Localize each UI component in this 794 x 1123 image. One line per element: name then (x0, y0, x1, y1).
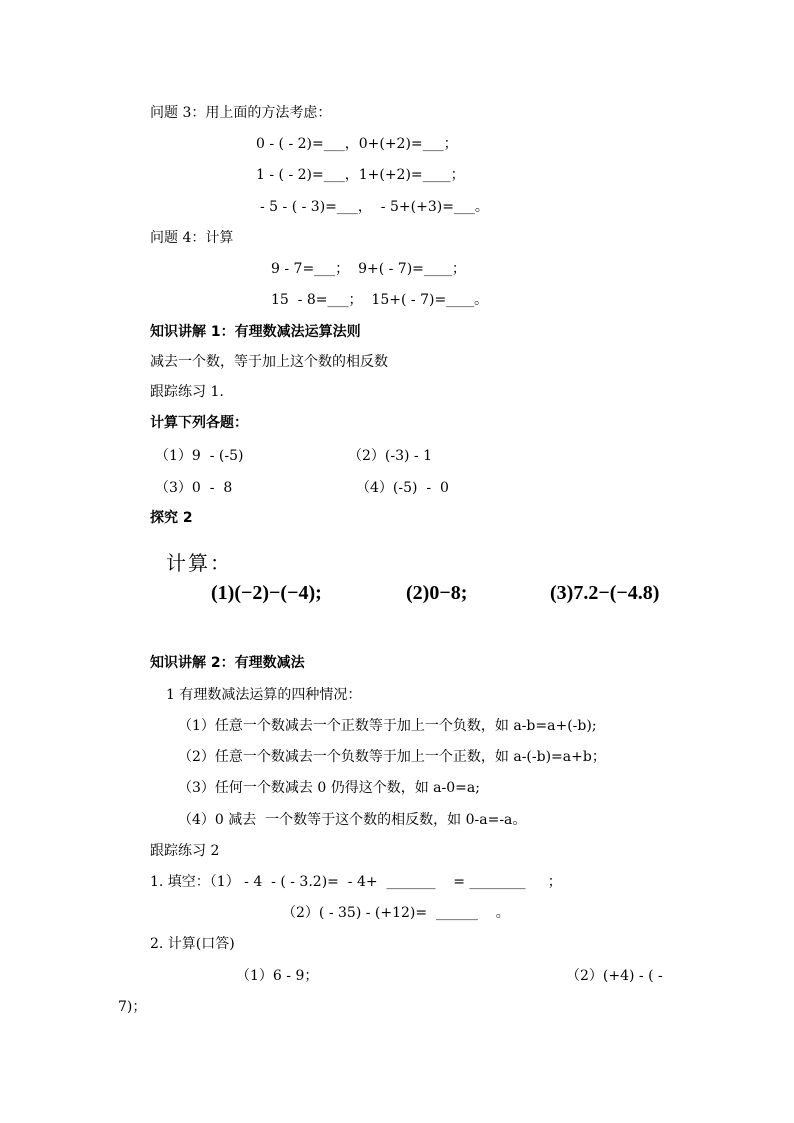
problem4-line-2: 15 - 8=___； 15+( - 7)=____。 (271, 292, 489, 308)
problem4-line-1: 9 - 7=___； 9+( - 7)=____； (271, 261, 466, 277)
explore2-expr-1: (1)(−2)−(−4); (211, 582, 322, 604)
practice2-q1-line-1: 1. 填空：（1） - 4 - ( - 3.2)= - 4+ _______ = ________ ； (150, 874, 562, 890)
practice2-q2-item-2-wrap: 7)； (118, 999, 147, 1015)
practice1-item-2: （2）(-3) - 1 (348, 448, 433, 464)
practice1-item-3: （3）0 - 8 (155, 480, 233, 496)
practice2-q2-heading: 2. 计算(口答) (150, 936, 235, 952)
explore2-expr-2: (2)0−8; (406, 582, 468, 604)
practice2-heading: 跟踪练习 2 (150, 843, 220, 859)
explore2-calc-label: 计算： (166, 551, 232, 575)
practice2-q1-line-2: （2）( - 35) - (+12)= ______ 。 (282, 905, 510, 921)
problem3-line-1: 0 - ( - 2)=___，0+(+2)=___； (256, 136, 458, 152)
problem4-heading: 问题 4：计算 (150, 230, 234, 246)
practice1-item-1: （1）9 - (-5) (155, 448, 244, 464)
practice1-heading: 跟踪练习 1. (150, 384, 224, 400)
explore2-heading: 探究 2 (150, 510, 193, 526)
knowledge1-heading: 知识讲解 1：有理数减法运算法则 (150, 324, 361, 340)
knowledge2-heading: 知识讲解 2：有理数减法 (150, 655, 305, 671)
explore2-expr-3: (3)7.2−(−4.8) (550, 582, 660, 604)
knowledge2-case-3: （3）任何一个数减去 0 仍得这个数，如 a-0=a; (178, 780, 480, 796)
problem3-heading: 问题 3：用上面的方法考虑： (150, 105, 332, 121)
practice2-q2-item-2: （2）(+4) - ( - (566, 968, 663, 984)
practice2-q2-item-1: （1）6 - 9； (236, 968, 319, 984)
practice1-item-4: （4）(-5) - 0 (356, 480, 449, 496)
knowledge2-case-1: （1）任意一个数减去一个正数等于加上一个负数，如 a-b=a+(-b); (178, 718, 597, 734)
practice1-subheading: 计算下列各题： (150, 415, 248, 431)
knowledge2-case-4: （4）0 减去 一个数等于这个数的相反数，如 0-a=-a。 (178, 812, 527, 828)
knowledge1-rule: 减去一个数，等于加上这个数的相反数 (150, 354, 388, 370)
problem3-line-2: 1 - ( - 2)=___，1+(+2)=____； (256, 167, 465, 183)
knowledge2-intro: 1 有理数减法运算的四种情况： (166, 687, 362, 703)
problem3-line-3: - 5 - ( - 3)=___， - 5+(+3)=___。 (260, 199, 489, 215)
knowledge2-case-2: （2）任意一个数减去一个负数等于加上一个正数，如 a-(-b)=a+b； (178, 749, 606, 765)
